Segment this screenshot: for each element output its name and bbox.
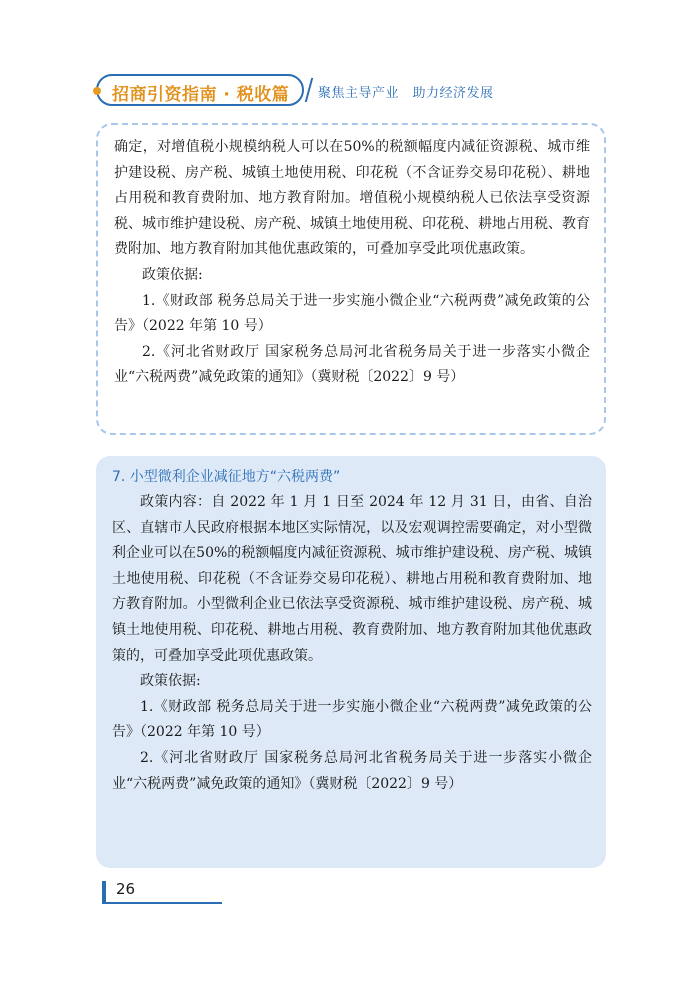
continued-paragraph: 确定，对增值税小规模纳税人可以在50%的税额幅度内减征资源税、城市维护建设税、房产税、城镇土地使用税、印花税（不含证券交易印花税）、耕地占用税和教育费附加、地方教育附加。增值税小规模纳税人已依法享受资源税、城市维护建设税、房产税、城镇土地使用税、印花税、耕地占用税、教育费附加、地方教育附加其他优惠政策的，可叠加享受此项优惠政策。 [114,139,590,258]
header-divider [305,78,313,102]
policy-basis-item: 2.《河北省财政厅 国家税务总局河北省税务局关于进一步落实小微企业“六税两费”减免政策的通知》（冀财税〔2022〕9 号） [114,343,590,386]
guide-title: 招商引资指南 · 税收篇 [112,85,290,105]
footer-bar [102,881,106,903]
policy-basis-item: 1.《财政部 税务总局关于进一步实施小微企业“六税两费”减免政策的公告》（2022 年第 10 号） [114,292,590,335]
policy-content: 政策内容：自 2022 年 1 月 1 日至 2024 年 12 月 31 日，由省、自治区、直辖市人民政府根据本地区实际情况，以及宏观调控需要确定，对小型微利企业可以在50%的税额幅度内减征资源税、城市维护建设税、房产税、城镇土地使用税、印花税（不含证券交易印花税）、耕地占用税和教育费附加、地方教育附加。小型微利企业已依法享受资源税、城市维护建设税、房产税、城镇土地使用税、印花税、耕地占用税、教育费附加、地方教育附加其他优惠政策的，可叠加享受此项优惠政策。 [112,494,592,664]
guide-subtitle: 聚焦主导产业 助力经济发展 [318,86,494,101]
policy-basis-item: 2.《河北省财政厅 国家税务总局河北省税务局关于进一步落实小微企业“六税两费”减免政策的通知》（冀财税〔2022〕9 号） [112,749,592,792]
pill-dot-icon [93,87,101,95]
footer-line [102,902,222,904]
continued-policy-box [96,123,606,435]
title-pill [96,74,304,106]
policy-basis-item: 1.《财政部 税务总局关于进一步实施小微企业“六税两费”减免政策的公告》（2022 年第 10 号） [112,698,592,741]
section-7-box [96,456,606,868]
policy-basis-label: 政策依据: [142,266,203,283]
section-title: 7. 小型微利企业减征地方“六税两费” [112,469,341,485]
policy-basis-label: 政策依据: [140,673,201,690]
page-header [96,74,616,110]
page-number: 26 [116,880,136,898]
